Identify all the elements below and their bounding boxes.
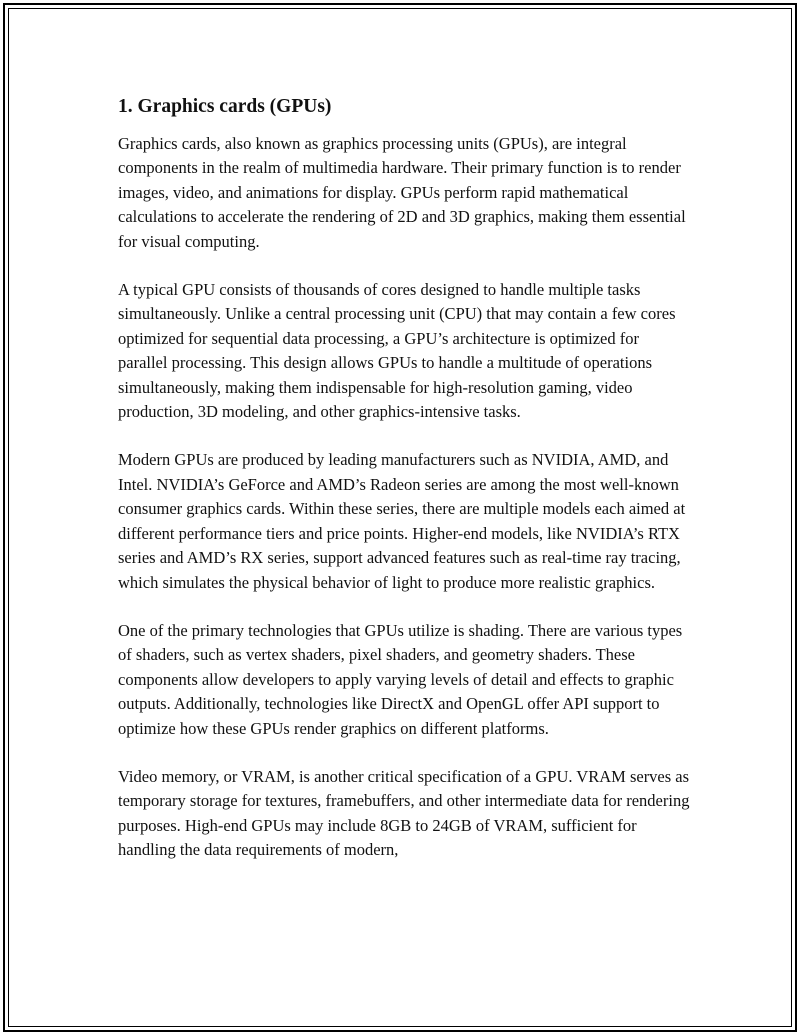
paragraph-gpu-shading: One of the primary technologies that GPUs utilize is shading. There are various types of shaders, such as vertex shaders, pixel shaders, and geometry shaders. These components allow developers to apply varying levels of detail and effects to graphic outputs. Additionally, technologies like DirectX and OpenGL offer API support to optimize how these GPUs render graphics on different platforms. [118,620,683,738]
paragraph-gpu-manufacturers: Modern GPUs are produced by leading manufacturers such as NVIDIA, AMD, and Intel. NVIDIA’s GeForce and AMD’s Radeon series are among the most well-known consumer graphics cards. Within these series, there are multiple models each aimed at different performance tiers and price points. Higher-end models, like NVIDIA’s RTX series and AMD’s RX series, support advanced features such as real-time ray tracing, which simulates the physical behavior of light to produce more realistic graphics. [118,450,686,592]
document-body [118,93,690,887]
section-heading: 1. Graphics cards (GPUs) [118,96,332,117]
paragraph-gpu-architecture: A typical GPU consists of thousands of cores designed to handle multiple tasks simultaneously. Unlike a central processing unit (CPU) that may contain a few cores optimized for sequential data processing, a GPU’s architecture is optimized for parallel processing. This design allows GPUs to handle a multitude of operations simultaneously, making them indispensable for high-resolution gaming, video production, 3D modeling, and other graphics-intensive tasks. [118,280,676,422]
paragraph-gpu-intro: Graphics cards, also known as graphics processing units (GPUs), are integral components in the realm of multimedia hardware. Their primary function is to render images, video, and animations for display. GPUs perform rapid mathematical calculations to accelerate the rendering of 2D and 3D graphics, making them essential for visual computing. [118,134,686,251]
paragraph-gpu-vram: Video memory, or VRAM, is another critical specification of a GPU. VRAM serves as temporary storage for textures, framebuffers, and other intermediate data for rendering purposes. High-end GPUs may include 8GB to 24GB of VRAM, sufficient for handling the data requirements of modern, [118,766,690,860]
